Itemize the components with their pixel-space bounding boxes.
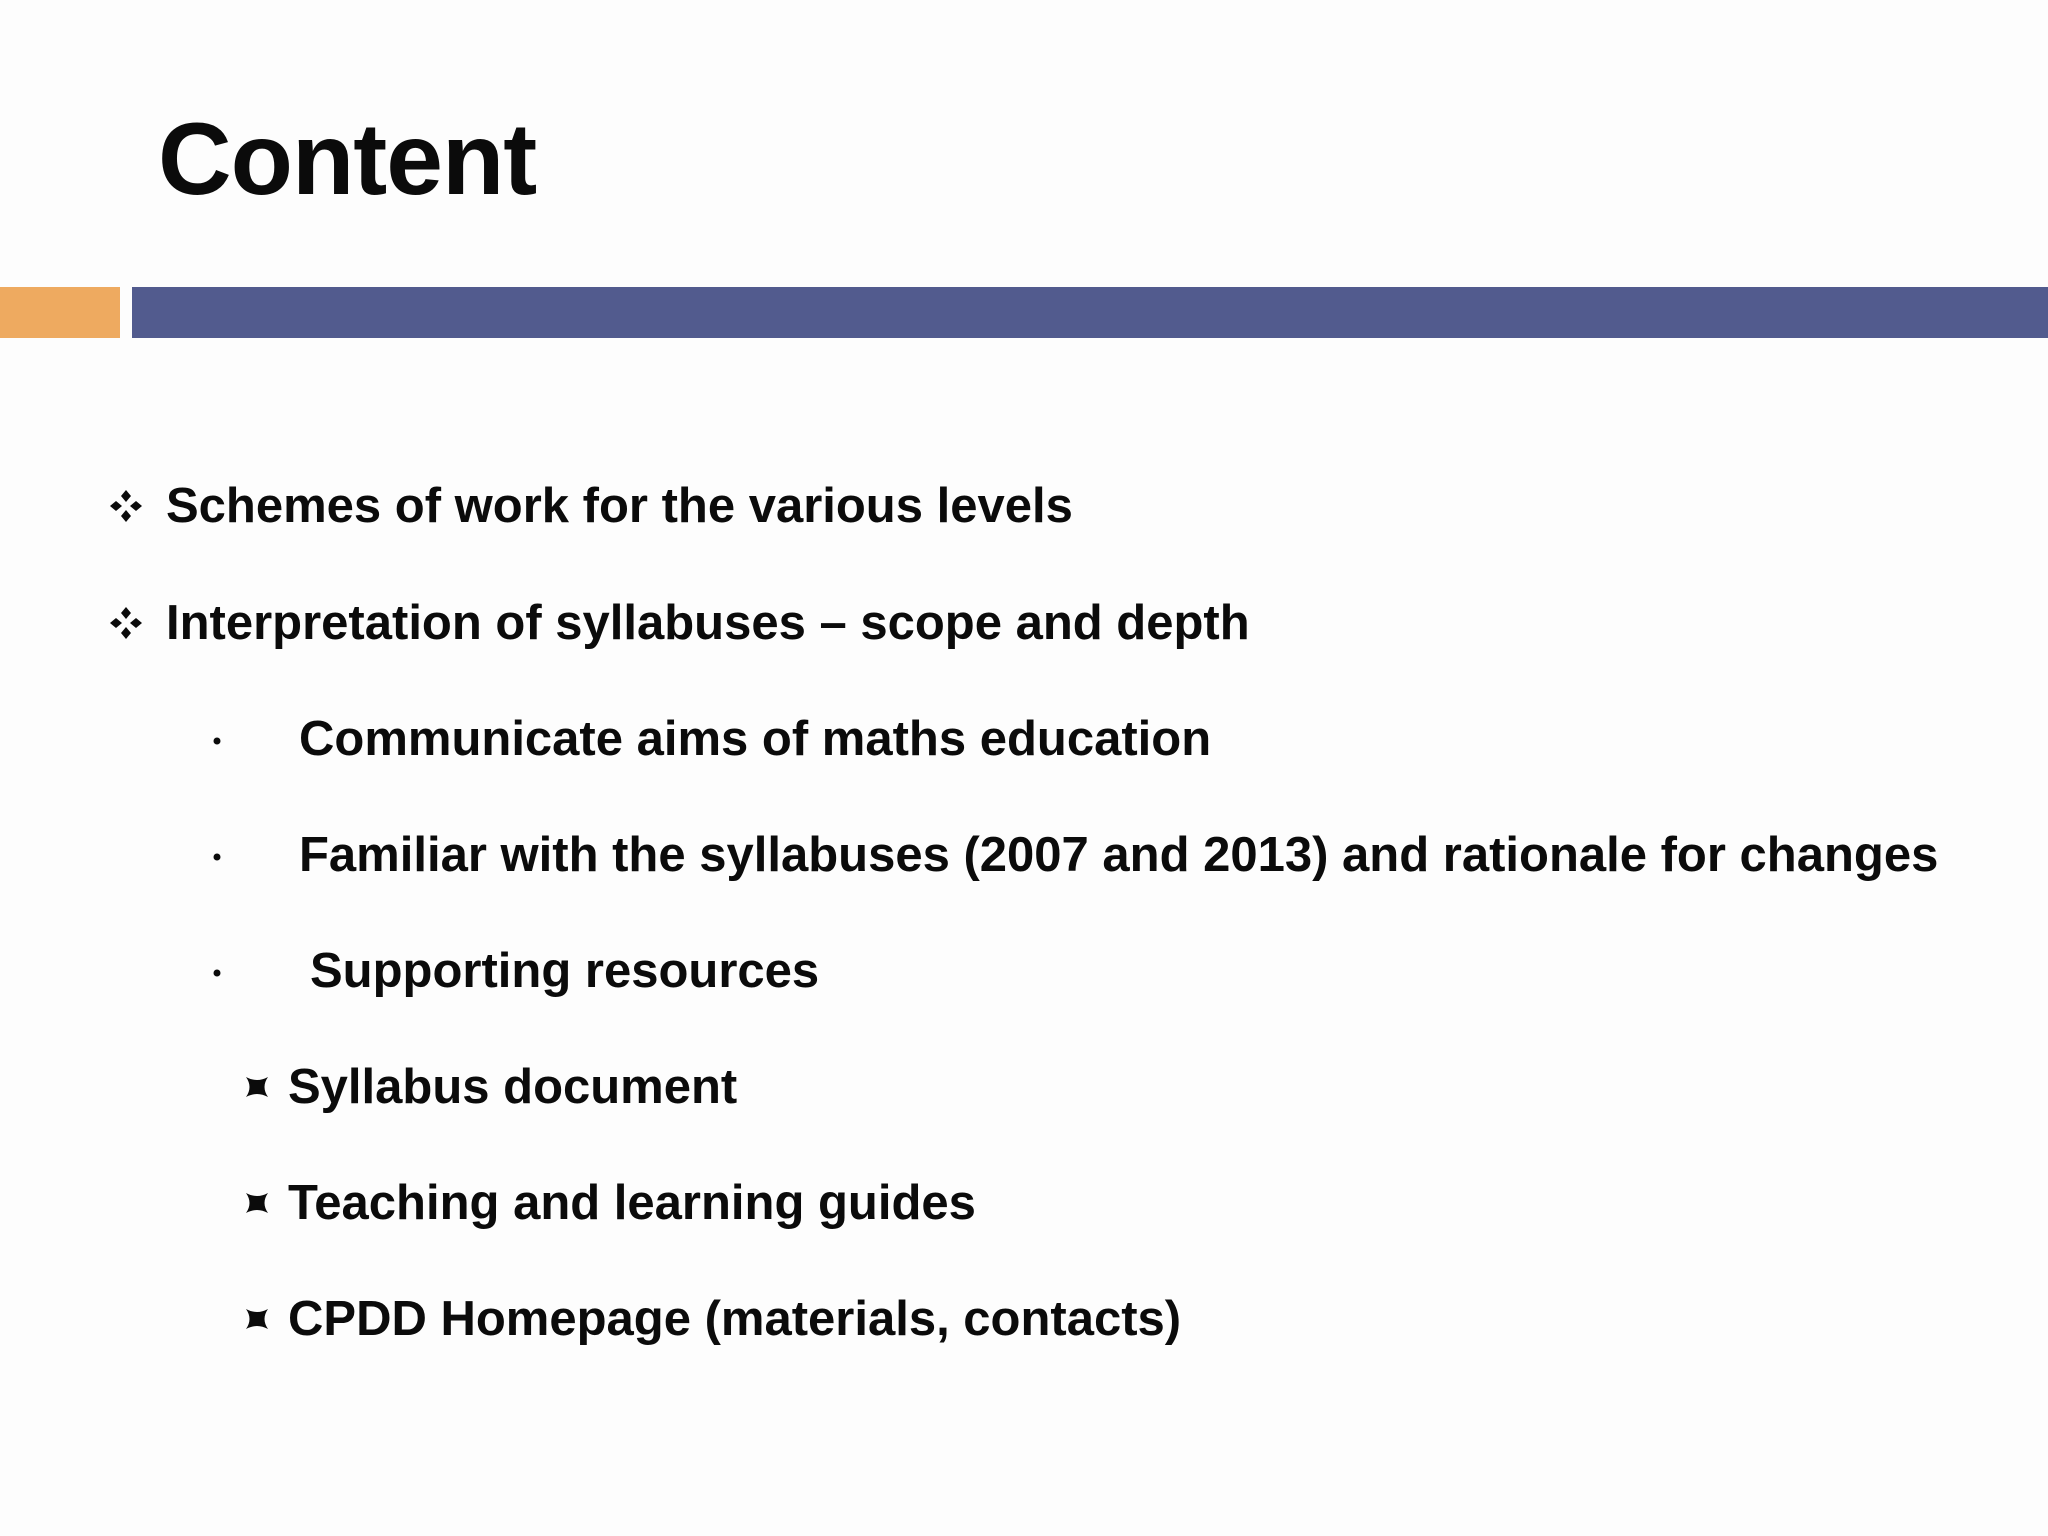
list-item-text: Teaching and learning guides	[288, 1175, 976, 1230]
list-item	[205, 704, 1211, 774]
dot-icon	[205, 959, 229, 983]
slide-title: Content	[158, 102, 537, 216]
dot-icon	[205, 843, 229, 867]
list-item	[108, 588, 1250, 658]
list-item-text: CPDD Homepage (materials, contacts)	[288, 1291, 1182, 1346]
four-point-star-icon	[243, 1305, 271, 1333]
title-divider-bar	[132, 287, 2048, 338]
list-item	[243, 1284, 1181, 1354]
list-item-text: Supporting resources	[310, 943, 820, 998]
diamond-four-icon	[108, 488, 144, 524]
dot-icon	[205, 727, 229, 751]
list-item	[205, 820, 1938, 890]
list-item	[243, 1168, 976, 1238]
list-item-text: Familiar with the syllabuses (2007 and 2013) and rationale for changes	[299, 827, 1939, 882]
list-item	[108, 471, 1073, 541]
list-item-text: Syllabus document	[288, 1059, 738, 1114]
diamond-four-icon	[108, 605, 144, 641]
list-item	[243, 1052, 737, 1122]
list-item-text: Interpretation of syllabuses – scope and depth	[166, 595, 1250, 650]
four-point-star-icon	[243, 1073, 271, 1101]
list-item	[205, 936, 819, 1006]
title-accent-bar	[0, 287, 120, 338]
four-point-star-icon	[243, 1189, 271, 1217]
list-item-text: Communicate aims of maths education	[299, 711, 1212, 766]
list-item-text: Schemes of work for the various levels	[166, 478, 1073, 533]
